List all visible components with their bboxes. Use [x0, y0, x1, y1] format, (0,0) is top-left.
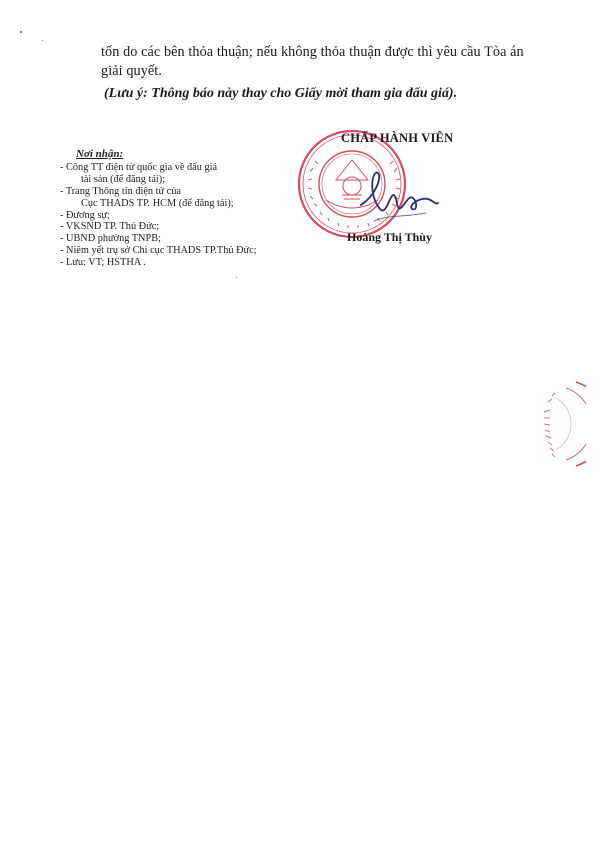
recipient-item: - Niêm yết trụ sở Chi cục THADS TP.Thủ Đức; — [60, 245, 257, 257]
recipient-item: - Đương sự; — [60, 209, 110, 221]
scan-speck — [236, 277, 237, 278]
signature-icon — [356, 165, 440, 229]
scan-speck — [42, 40, 43, 41]
recipients-label: Nơi nhận: — [76, 148, 124, 160]
recipients-list — [60, 149, 257, 269]
recipient-item: - Công TT điện tử quốc gia về đấu giá — [60, 161, 218, 173]
note-text: (Lưu ý: Thông báo này thay cho Giấy mời tham gia đấu giá). — [104, 86, 458, 101]
recipient-item: tài sản (để đăng tải); — [81, 173, 166, 185]
recipient-item: Cục THADS TP. HCM (để đăng tải); — [81, 197, 234, 209]
scan-speck — [20, 31, 22, 33]
signer-title: CHẤP HÀNH VIÊN — [341, 131, 454, 145]
paragraph-line-2: giải quyết. — [101, 63, 162, 79]
recipient-item: - UBND phường TNPB; — [60, 233, 161, 245]
recipient-item: - Trang Thông tin điện tử của — [60, 185, 181, 197]
paragraph-line-1: tốn do các bên thỏa thuận; nếu không thỏa thuận được thì yêu cầu Tòa án — [101, 44, 524, 60]
signer-name: Hoàng Thị Thùy — [347, 230, 432, 244]
recipient-item: - VKSND TP. Thủ Đức; — [60, 221, 160, 233]
recipient-item: - Lưu: VT; HSTHA . — [60, 257, 146, 269]
partial-seal-icon — [536, 378, 586, 470]
